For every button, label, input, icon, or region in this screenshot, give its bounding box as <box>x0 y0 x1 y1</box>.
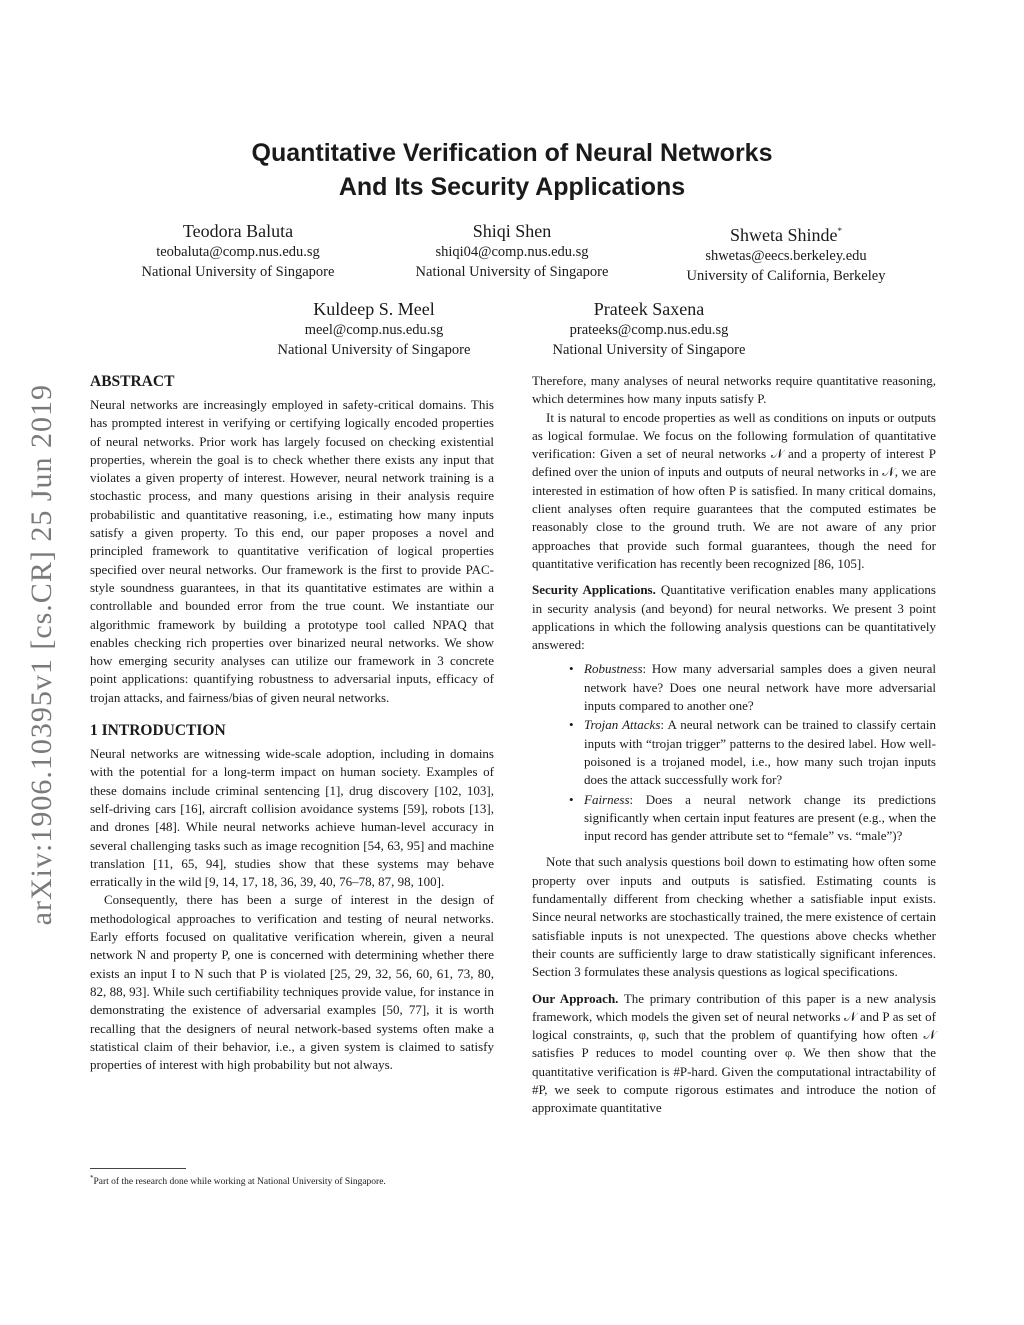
footnote-rule <box>90 1168 186 1169</box>
our-approach-heading: Our Approach. <box>532 990 619 1006</box>
security-applications-heading: Security Applications. <box>532 582 656 598</box>
arxiv-id: arXiv:1906.10395v1 [cs.CR] 25 Jun 2019 <box>25 384 58 926</box>
arxiv-stamp <box>22 360 62 950</box>
body-paragraph: Note that such analysis questions boil down to estimating how often some property over inputs and outputs is satisfied. Estimating counts is fundamentally different from checking whether a satisfiable input exists. Since neural networks are stochastically trained, the mere existence of certain satisfiable inputs is not unexpected. The questions above checks whether their counts are sufficiently large to draw statistically significant inferences. Section 3 formulates these analysis questions as logical specifications. <box>532 854 936 980</box>
intro-paragraph: Neural networks are witnessing wide-scale adoption, including in domains with the potential for a long-term impact on human society. Examples of these domains include criminal sentencing [1], drug discovery [102, 103], self-driving cars [16], aircraft collision avoidance systems [59], robots [13], and drones [48]. While neural networks achieve human-level accuracy in several challenging tasks such as image recognition [54, 63, 95] and machine translation [11, 65, 94], studies show that these systems may behave erratically in the wild [9, 14, 17, 18, 36, 39, 40, 76–78, 87, 98, 100]. <box>90 746 494 890</box>
title-line-2: And Its Security Applications <box>338 173 686 201</box>
author-block <box>362 220 662 282</box>
author-block <box>88 220 388 282</box>
author-affiliation: National University of Singapore <box>415 264 609 280</box>
our-approach-paragraph <box>532 990 936 1118</box>
list-item-term: Trojan Attacks <box>584 717 661 733</box>
list-item <box>584 791 936 846</box>
paper-title <box>150 136 874 204</box>
intro-paragraph: Consequently, there has been a surge of interest in the design of methodological approaches to verification and testing of neural networks. Early efforts focused on qualitative verification wherein, given a neural network N and property P, one is concerned with determining whether there exists an input I to N such that P is violated [25, 29, 32, 56, 60, 61, 73, 80, 82, 88, 93]. While such certifiability techniques provide value, for instance in demonstrating the existence of adversarial examples [50, 77], it is worth recalling that the designers of neural network-based systems often make a statistical claim of their behavior, i.e., a given system is claimed to satisfy properties of interest with high probability but not always. <box>90 892 494 1073</box>
list-item <box>584 660 936 715</box>
author-block <box>224 298 524 360</box>
author-email: shwetas@eecs.berkeley.edu <box>705 248 867 264</box>
author-block <box>499 298 799 360</box>
author-affiliation: National University of Singapore <box>552 342 746 358</box>
footnote <box>90 1172 494 1189</box>
author-name: Kuldeep S. Meel <box>313 299 435 319</box>
security-applications-paragraph <box>532 581 936 654</box>
body-paragraph: It is natural to encode properties as well as conditions on inputs or outputs as logical formulae. We focus on the following formulation of quantitative verification: Given a set of neural networks 𝒩 and a property of interest P defined over the union of inputs and outputs of neural networks in 𝒩, we are interested in estimation of how often P is satisfied. In many critical domains, client analyses often require guarantees that the computed estimates be reasonably close to the ground truth. We are not aware of any prior approaches that provide such formal guarantees, though the need for quantitative verification has recently been recognized [86, 105]. <box>532 409 936 571</box>
right-column <box>532 372 936 1118</box>
body-paragraph: Therefore, many analyses of neural networks require quantitative reasoning, which determines how many inputs satisfy P. <box>532 373 936 407</box>
author-email: prateeks@comp.nus.edu.sg <box>569 322 729 338</box>
author-affiliation: University of California, Berkeley <box>686 268 886 284</box>
footnote-mark: * <box>90 1174 94 1182</box>
introduction-heading: 1 INTRODUCTION <box>90 722 226 740</box>
author-affiliation: National University of Singapore <box>277 342 471 358</box>
author-affiliation: National University of Singapore <box>141 264 335 280</box>
abstract-heading: ABSTRACT <box>90 373 175 390</box>
footnote-text: Part of the research done while working at National University of Singapore. <box>93 1177 386 1188</box>
title-line-1: Quantitative Verification of Neural Networks <box>251 139 773 167</box>
author-name: Prateek Saxena <box>593 299 705 319</box>
author-name: Teodora Baluta <box>182 221 294 241</box>
list-item-text: : Does a neural network change its predictions significantly when certain input features are present (e.g., when the input record has gender attribute set to “female” vs. “male”)? <box>584 791 936 844</box>
application-list <box>532 660 936 845</box>
author-email: teobaluta@comp.nus.edu.sg <box>156 244 320 260</box>
list-item-term: Fairness <box>584 791 630 807</box>
author-email: meel@comp.nus.edu.sg <box>304 322 444 338</box>
author-name: Shiqi Shen <box>472 221 552 241</box>
abstract-text: Neural networks are increasingly employed in safety-critical domains. This has prompted interest in verifying or certifying logically encoded properties of neural networks. Prior work has largely focused on checking existential properties, wherein the goal is to check whether there exists any input that violates a given property of interest. However, neural network training is a stochastic process, and many questions arising in their analysis require probabilistic and quantitative reasoning, i.e., estimating how many inputs satisfy a given property. To this end, our paper proposes a novel and principled framework to quantitative verification of logical properties specified over neural networks. Our framework is the first to provide PAC-style soundness guarantees, in that its quantitative estimates are within a controllable and bounded error from the true count. We instantiate our algorithmic framework by building a prototype tool called NPAQ that enables checking rich properties over binarized neural networks. We show how emerging security analyses can utilize our framework in 3 concrete point applications: quantifying robustness to adversarial inputs, efficacy of trojan attacks, and fairness/bias of given neural networks. <box>90 397 494 705</box>
list-item-term: Robustness <box>584 661 643 677</box>
author-email: shiqi04@comp.nus.edu.sg <box>435 244 589 260</box>
author-footnote-mark: * <box>837 226 842 236</box>
list-item <box>584 716 936 789</box>
author-block <box>636 220 936 286</box>
list-item-text: : A neural network can be trained to classify certain inputs with “trojan trigger” patterns to the desired label. How well-poisoned is a trojaned model, i.e., how many such trojan inputs does the attack successfully work for? <box>584 717 937 788</box>
left-column <box>90 372 494 1074</box>
author-name: Shweta Shinde* <box>730 225 842 245</box>
list-item-text: : How many adversarial samples does a given neural network have? Does one neural network have more adversarial inputs compared to another one? <box>584 661 936 714</box>
our-approach-text: The primary contribution of this paper is a new analysis framework, which models the given set of neural networks 𝒩 and P as set of logical constraints, φ, such that the problem of quantifying how often 𝒩 satisfies P reduces to model counting over φ. We then show that the quantitative verification is #P-hard. Given the computational intractability of #P, we seek to compute rigorous estimates and introduce the notion of approximate quantitative <box>532 990 936 1116</box>
security-applications-text: Quantitative verification enables many applications in security analysis (and beyond) for neural networks. We present 3 point applications in which the following analysis questions can be quantitatively answered: <box>532 582 936 653</box>
